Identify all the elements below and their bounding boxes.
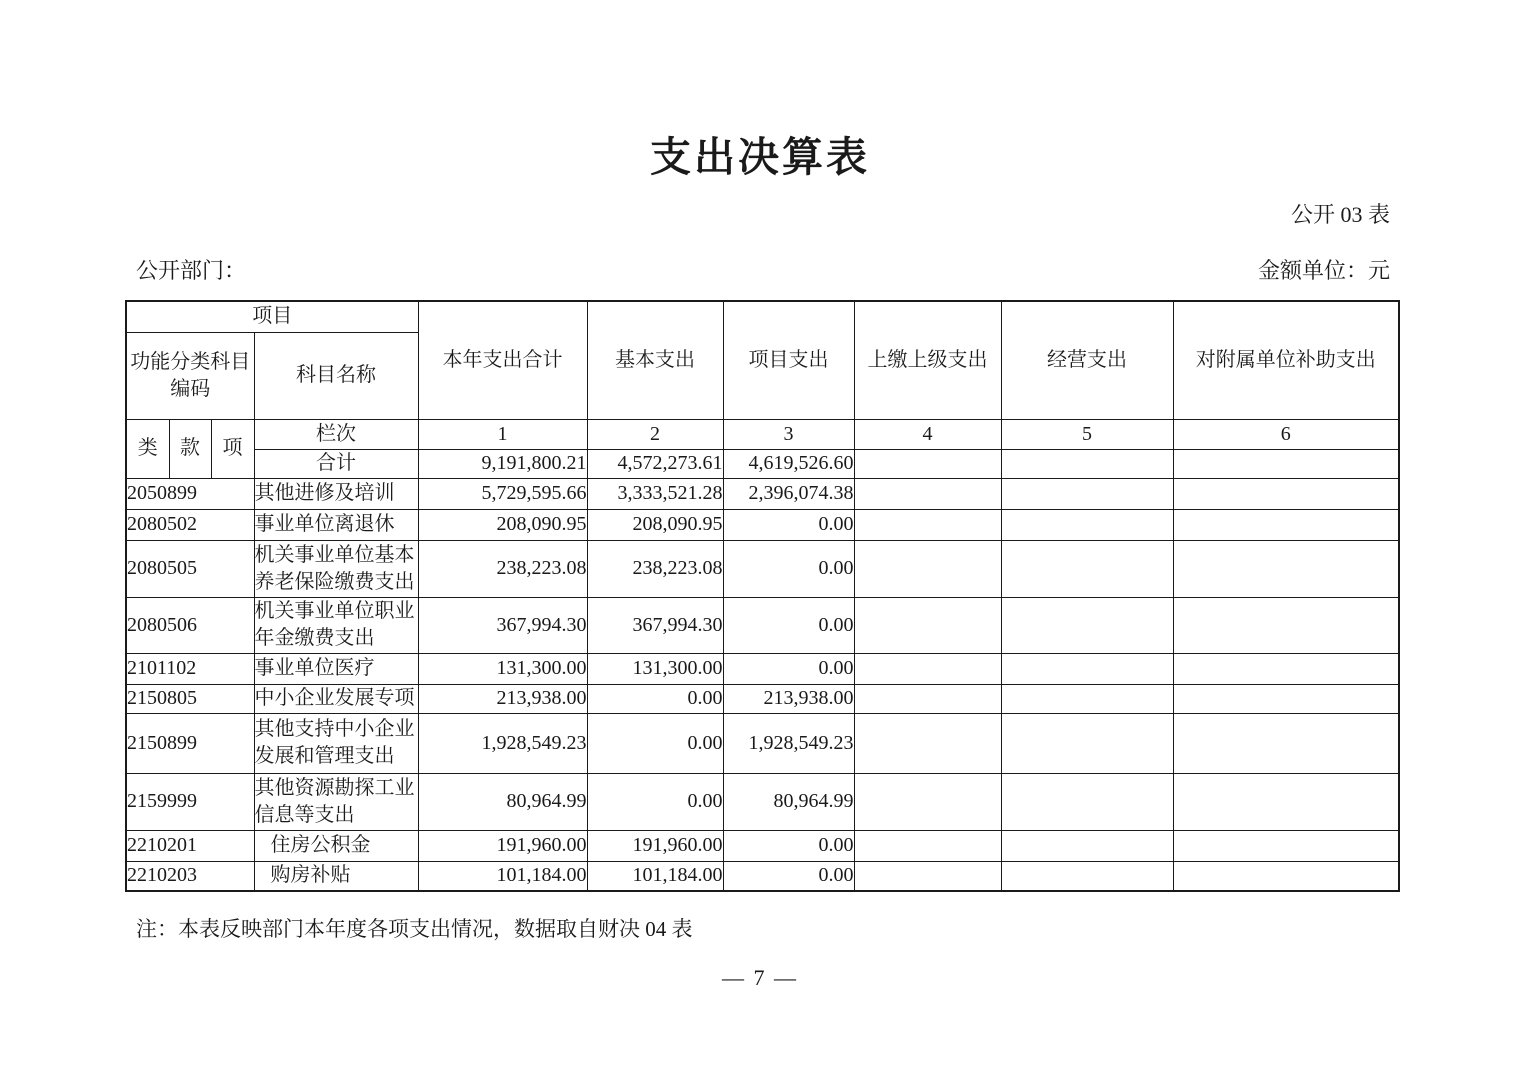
rank-row — [126, 419, 1399, 449]
row-name: 事业单位医疗 — [254, 653, 418, 684]
row-value-empty — [854, 478, 1001, 509]
row-value-empty — [1001, 597, 1173, 653]
table-row — [126, 540, 1399, 597]
row-value-empty — [1173, 713, 1399, 773]
row-value-empty — [854, 861, 1001, 891]
row-name: 中小企业发展专项 — [254, 684, 418, 713]
row-value-empty — [1173, 684, 1399, 713]
row-value-empty — [1173, 773, 1399, 830]
rank-label: 栏次 — [254, 419, 418, 449]
row-value-empty — [854, 713, 1001, 773]
row-value-empty — [1173, 597, 1399, 653]
row-value: 5,729,595.66 — [418, 478, 587, 509]
row-value: 0.00 — [723, 861, 854, 891]
row-value-empty — [1173, 540, 1399, 597]
header-col-operating: 经营支出 — [1001, 301, 1173, 419]
row-value: 0.00 — [723, 540, 854, 597]
row-value-empty — [1001, 861, 1173, 891]
table-row — [126, 478, 1399, 509]
table-row — [126, 653, 1399, 684]
header-item: 项 — [211, 419, 254, 478]
row-name: 事业单位离退休 — [254, 509, 418, 540]
row-code: 2159999 — [126, 773, 254, 830]
row-value-empty — [854, 830, 1001, 861]
total-row — [126, 449, 1399, 478]
page-title: 支出决算表 — [650, 134, 870, 180]
row-code: 2150805 — [126, 684, 254, 713]
row-value: 213,938.00 — [723, 684, 854, 713]
rank-number: 2 — [587, 419, 723, 449]
row-name: 住房公积金 — [254, 830, 418, 861]
row-name: 其他支持中小企业发展和管理支出 — [254, 713, 418, 773]
row-value-empty — [854, 684, 1001, 713]
row-value: 213,938.00 — [418, 684, 587, 713]
table-row — [126, 830, 1399, 861]
row-code: 2050899 — [126, 478, 254, 509]
row-value-empty — [1173, 830, 1399, 861]
expenditure-table — [125, 300, 1400, 892]
row-code: 2080502 — [126, 509, 254, 540]
header-col-year-total: 本年支出合计 — [418, 301, 587, 419]
row-value: 131,300.00 — [587, 653, 723, 684]
rank-number: 6 — [1173, 419, 1399, 449]
row-value-empty — [1001, 773, 1173, 830]
row-value: 101,184.00 — [418, 861, 587, 891]
table-row — [126, 773, 1399, 830]
row-name: 机关事业单位基本养老保险缴费支出 — [254, 540, 418, 597]
row-value-empty — [1001, 830, 1173, 861]
page-number: — 7 — — [722, 965, 798, 990]
row-value: 1,928,549.23 — [723, 713, 854, 773]
table-row — [126, 684, 1399, 713]
row-value: 101,184.00 — [587, 861, 723, 891]
row-code: 2210203 — [126, 861, 254, 891]
row-value: 80,964.99 — [723, 773, 854, 830]
row-name: 购房补贴 — [254, 861, 418, 891]
row-value-empty — [1001, 684, 1173, 713]
row-value: 367,994.30 — [587, 597, 723, 653]
total-value-empty — [1173, 449, 1399, 478]
row-name: 其他进修及培训 — [254, 478, 418, 509]
row-value-empty — [854, 653, 1001, 684]
unit-label: 金额单位：元 — [1257, 258, 1390, 283]
header-col-subsidy: 对附属单位补助支出 — [1173, 301, 1399, 419]
row-value: 0.00 — [587, 684, 723, 713]
row-value: 0.00 — [587, 773, 723, 830]
row-value: 191,960.00 — [418, 830, 587, 861]
total-label: 合计 — [254, 449, 418, 478]
row-value: 131,300.00 — [418, 653, 587, 684]
header-row-project — [126, 301, 1399, 332]
table-row — [126, 861, 1399, 891]
total-value-empty — [854, 449, 1001, 478]
header-subject-name: 科目名称 — [254, 332, 418, 419]
header-project: 项目 — [126, 301, 418, 332]
row-value: 238,223.08 — [418, 540, 587, 597]
rank-number: 1 — [418, 419, 587, 449]
row-value: 191,960.00 — [587, 830, 723, 861]
row-value: 0.00 — [587, 713, 723, 773]
row-code: 2080505 — [126, 540, 254, 597]
row-code: 2210201 — [126, 830, 254, 861]
row-name: 机关事业单位职业年金缴费支出 — [254, 597, 418, 653]
department-label: 公开部门： — [136, 258, 247, 283]
row-value: 2,396,074.38 — [723, 478, 854, 509]
row-value-empty — [854, 773, 1001, 830]
row-value-empty — [1173, 478, 1399, 509]
table-row — [126, 597, 1399, 653]
row-value: 238,223.08 — [587, 540, 723, 597]
row-value: 3,333,521.28 — [587, 478, 723, 509]
row-value-empty — [1001, 540, 1173, 597]
row-value-empty — [1001, 478, 1173, 509]
table-row — [126, 509, 1399, 540]
footnote: 注：本表反映部门本年度各项支出情况，数据取自财决 04 表 — [136, 917, 693, 941]
row-value: 0.00 — [723, 509, 854, 540]
row-value: 0.00 — [723, 830, 854, 861]
row-value-empty — [1173, 653, 1399, 684]
row-name: 其他资源勘探工业信息等支出 — [254, 773, 418, 830]
header-category: 类 — [126, 419, 169, 478]
total-value: 9,191,800.21 — [418, 449, 587, 478]
row-value-empty — [1001, 713, 1173, 773]
total-value: 4,572,273.61 — [587, 449, 723, 478]
row-value: 0.00 — [723, 653, 854, 684]
header-code: 功能分类科目编码 — [126, 332, 254, 419]
row-value-empty — [854, 509, 1001, 540]
header-section: 款 — [169, 419, 211, 478]
row-value-empty — [1001, 509, 1173, 540]
row-value: 367,994.30 — [418, 597, 587, 653]
rank-number: 3 — [723, 419, 854, 449]
table-row — [126, 713, 1399, 773]
rank-number: 5 — [1001, 419, 1173, 449]
row-code: 2150899 — [126, 713, 254, 773]
rank-number: 4 — [854, 419, 1001, 449]
header-col-project-expense: 项目支出 — [723, 301, 854, 419]
row-value: 1,928,549.23 — [418, 713, 587, 773]
row-value: 208,090.95 — [587, 509, 723, 540]
row-value: 80,964.99 — [418, 773, 587, 830]
header-col-basic: 基本支出 — [587, 301, 723, 419]
form-number-label: 公开 03 表 — [1290, 202, 1390, 227]
row-value-empty — [1001, 653, 1173, 684]
total-value: 4,619,526.60 — [723, 449, 854, 478]
row-value: 0.00 — [723, 597, 854, 653]
header-col-upper-level: 上缴上级支出 — [854, 301, 1001, 419]
row-value-empty — [1173, 861, 1399, 891]
row-value-empty — [854, 597, 1001, 653]
row-value-empty — [1173, 509, 1399, 540]
total-value-empty — [1001, 449, 1173, 478]
row-value-empty — [854, 540, 1001, 597]
row-code: 2101102 — [126, 653, 254, 684]
row-value: 208,090.95 — [418, 509, 587, 540]
row-code: 2080506 — [126, 597, 254, 653]
